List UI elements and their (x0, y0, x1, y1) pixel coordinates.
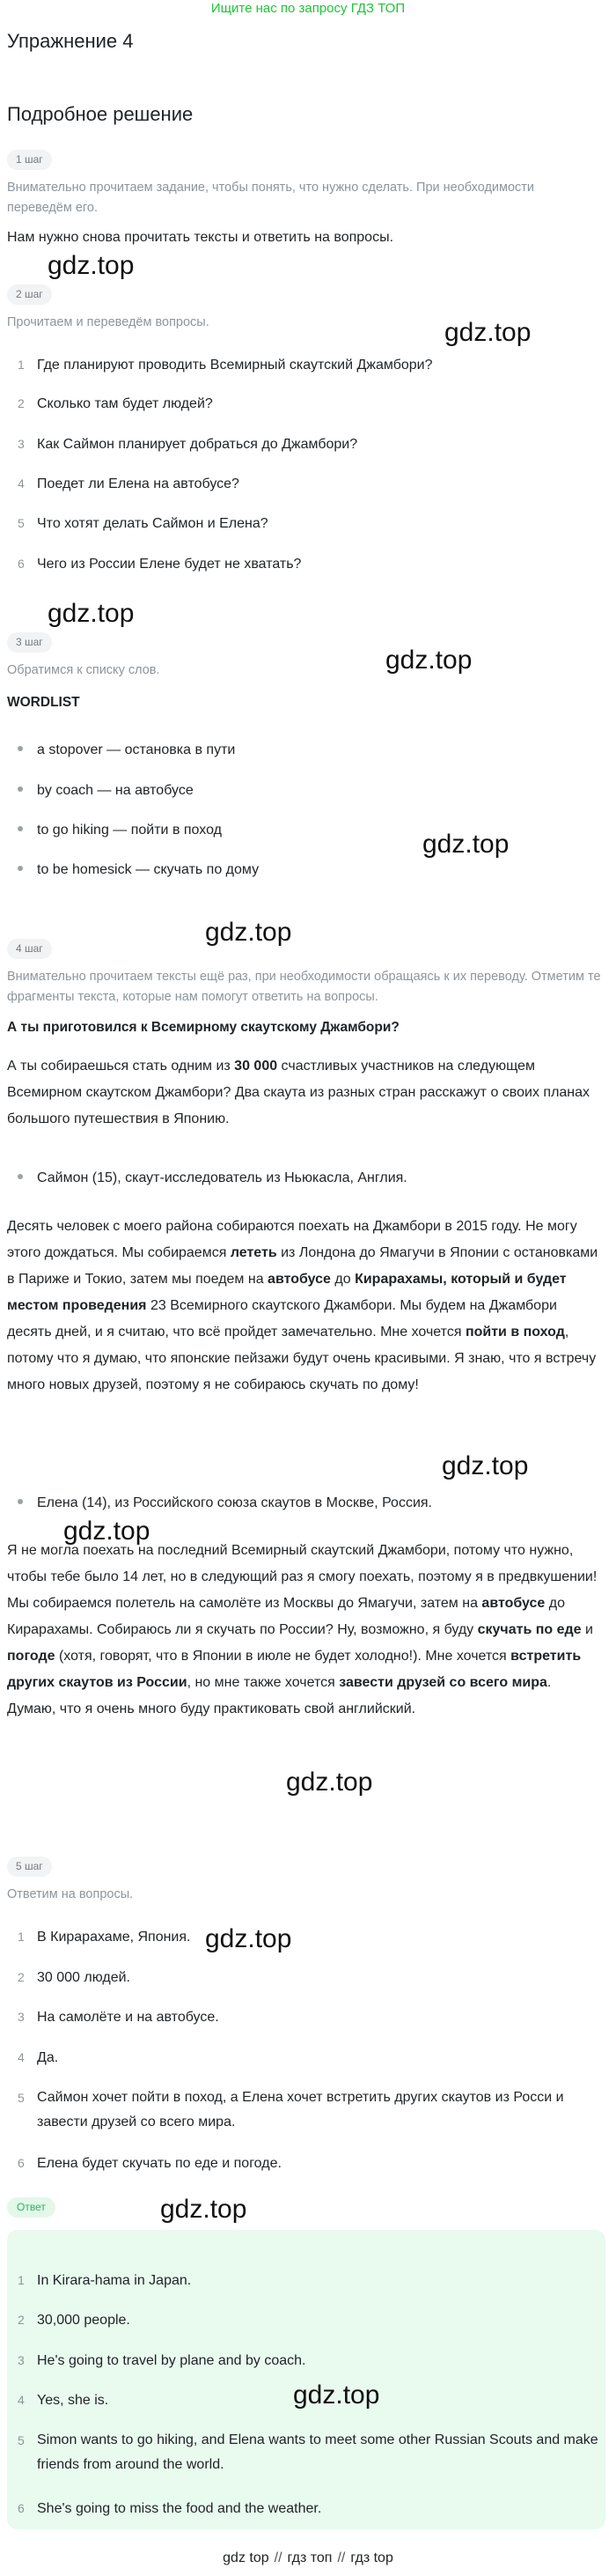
wordlist-item: to be homesick — скучать по дому (18, 858, 598, 882)
footer-link-gdz-top-ru[interactable]: гдз топ (287, 2550, 333, 2565)
watermark: gdz.top (63, 1517, 150, 1546)
watermark: gdz.top (293, 2380, 380, 2410)
step-4-note: Внимательно прочитаем тексты ещё раз, при необходимости обращаясь к их переводу. Отметим те фрагменты текста, которые нам помогут ответить на вопросы. (7, 970, 601, 1004)
answer-row: 4 Да. (18, 2050, 59, 2065)
watermark: gdz.top (444, 318, 532, 347)
answer-row: 3 На самолёте и на автобусе. (18, 2010, 219, 2025)
step-5-note: Ответим на вопросы. (7, 1887, 134, 1901)
step-5-badge: 5 шаг (7, 1856, 52, 1877)
step-3-note: Обратимся к списку слов. (7, 663, 160, 677)
question-row: 4 Поедет ли Елена на автобусе? (18, 476, 239, 491)
step-2-note: Прочитаем и переведём вопросы. (7, 315, 209, 329)
watermark: gdz.top (442, 1451, 529, 1480)
section-title: Подробное решение (7, 103, 194, 125)
question-row: 2 Сколько там будет людей? (18, 396, 213, 411)
question-row: 6 Чего из России Елене будет не хватать? (18, 557, 302, 572)
question-row: 1 Где планируют проводить Всемирный скаутский Джамбори? (18, 358, 433, 373)
step-2-badge: 2 шаг (7, 284, 52, 305)
final-answer-row: 6 She's going to miss the food and the weather. (18, 2501, 322, 2516)
simon-text: Десять человек с моего района собираются поехать на Джамбори в 2015 году. Не могу этого дождаться. Мы собираемся лететь из Лондона до Ямагучи в Японии с остановками в Париже и Токио, затем мы поедем на автобусе до Кирарахамы, который и будет местом проведения 23 Всемирного скаутского Джамбори. Мы будем на Джамбори десять дней, и я считаю, что всё пройдет замечательно. Мне хочется пойти в поход, потому что я думаю, что японские пейзажи будут очень красивыми. Я знаю, что я встречу много новых друзей, поэтому я не собираюсь скучать по дому! (7, 1219, 598, 1392)
final-answer-row: 3 He's going to travel by plane and by coach. (18, 2353, 306, 2368)
page-title: Упражнение 4 (7, 30, 134, 52)
wordlist-item: to go hiking — пойти в поход (18, 818, 598, 843)
answer-row: 6 Елена будет скучать по еде и погоде. (18, 2156, 282, 2171)
answer-row: 5 Саймон хочет пойти в поход, а Елена хочет встретить других скаутов из Росси и завести друзей со всего мира. (18, 2090, 564, 2129)
watermark: gdz.top (48, 599, 135, 628)
wordlist-heading: WORDLIST (7, 695, 80, 710)
question-row: 5 Что хотят делать Саймон и Елена? (18, 516, 268, 531)
simon-bullet: Саймон (15), скаут-исследователь из Ньюкасла, Англия. (18, 1166, 598, 1191)
wordlist-item: by coach — на автобусе (18, 779, 598, 803)
footer-separator: // (274, 2550, 282, 2565)
footer-separator: // (337, 2550, 346, 2565)
top-banner[interactable]: Ищите нас по запросу ГДЗ ТОП (210, 1, 406, 16)
final-answer-row: 1 In Kirara-hama in Japan. (18, 2273, 192, 2288)
article-intro: А ты собираешься стать одним из 30 000 счастливых участников на следующем Всемирном скаутском Джамбори? Два скаута из разных стран расскажут о своих планах большого путешествия в Японию. (7, 1059, 590, 1126)
step-3-badge: 3 шаг (7, 632, 52, 653)
elena-text: Я не могла поехать на последний Всемирный скаутский Джамбори, потому что нужно, чтобы тебе было 14 лет, но в следующий раз я смогу поехать, поэтому я в предвкушении! Мы собираемся полетель на самолёте из Москвы до Ямагучи, затем на автобусе до Кирарахамы. Собираюсь ли я скучать по России? Ну, возможно, я буду скучать по еде и погоде (хотя, говорят, что в Японии в июле не будет холодно!). Мне хочется встретить других скаутов из России, но мне также хочется завести друзей со всего мира. Думаю, что я очень много буду практиковать свой английский. (7, 1543, 598, 1716)
watermark: gdz.top (286, 1768, 373, 1797)
step-1-badge: 1 шаг (7, 150, 52, 170)
footer-links (0, 2550, 616, 2566)
watermark: gdz.top (205, 918, 292, 947)
watermark: gdz.top (385, 646, 473, 675)
watermark: gdz.top (160, 2195, 247, 2224)
answer-row: 1 В Кирарахаме, Япония. (18, 1930, 191, 1945)
question-row: 3 Как Саймон планирует добраться до Джамбори? (18, 437, 358, 452)
final-answer-row: 2 30,000 people. (18, 2313, 130, 2328)
elena-bullet: Елена (14), из Российского союза скаутов в Москве, Россия. (18, 1491, 598, 1516)
article-heading: А ты приготовился к Всемирному скаутскому Джамбори? (7, 1020, 400, 1035)
footer-link-gdz-top[interactable]: gdz top (223, 2550, 269, 2565)
watermark: gdz.top (48, 251, 135, 280)
step-4-badge: 4 шаг (7, 939, 52, 959)
watermark: gdz.top (422, 830, 510, 859)
wordlist-item: a stopover — остановка в пути (18, 738, 598, 763)
step-1-text: Нам нужно снова прочитать тексты и ответить на вопросы. (7, 230, 394, 245)
footer-link-gdz-top-mixed[interactable]: гдз top (350, 2550, 393, 2565)
final-answer-row: 4 Yes, she is. (18, 2393, 109, 2408)
final-answer-row: 5 Simon wants to go hiking, and Elena wants to meet some other Russian Scouts and make friends from around the world. (18, 2432, 598, 2472)
watermark: gdz.top (205, 1924, 292, 1953)
answer-badge: Ответ (7, 2197, 55, 2218)
step-1-note: Внимательно прочитаем задание, чтобы понять, что нужно сделать. При необходимости переведём его. (7, 181, 535, 215)
answer-row: 2 30 000 людей. (18, 1970, 130, 1985)
